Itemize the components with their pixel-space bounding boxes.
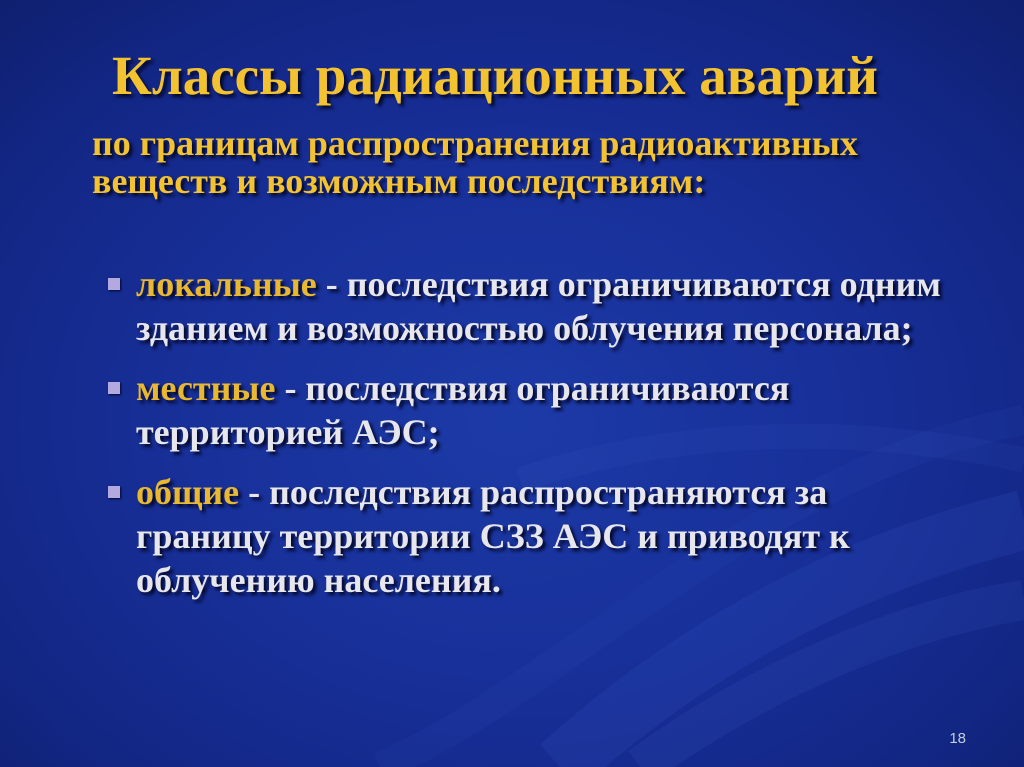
term-regional: местные	[136, 368, 276, 408]
accident-classes-list	[100, 262, 960, 618]
slide-title: Классы радиационных аварий	[112, 45, 878, 106]
list-item-general	[100, 470, 960, 602]
term-general: общие	[136, 472, 240, 512]
square-bullet-icon	[108, 382, 120, 394]
slide-page-number: 18	[949, 730, 966, 747]
description-local: - последствия ограничиваются одним зданием и возможностью облучения персонала;	[136, 264, 941, 348]
term-local: локальные	[136, 264, 317, 304]
description-regional: - последствия ограничиваются территорией АЭС;	[136, 368, 790, 452]
list-item-local	[100, 262, 960, 350]
list-item-regional	[100, 366, 960, 454]
slide-subtitle: по границам распространения радиоактивных веществ и возможным последствиям:	[92, 123, 858, 201]
square-bullet-icon	[108, 486, 120, 498]
description-general: - последствия распространяются за границу территории СЗЗ АЭС и приводят к облучению населения.	[136, 472, 850, 600]
square-bullet-icon	[108, 278, 120, 290]
